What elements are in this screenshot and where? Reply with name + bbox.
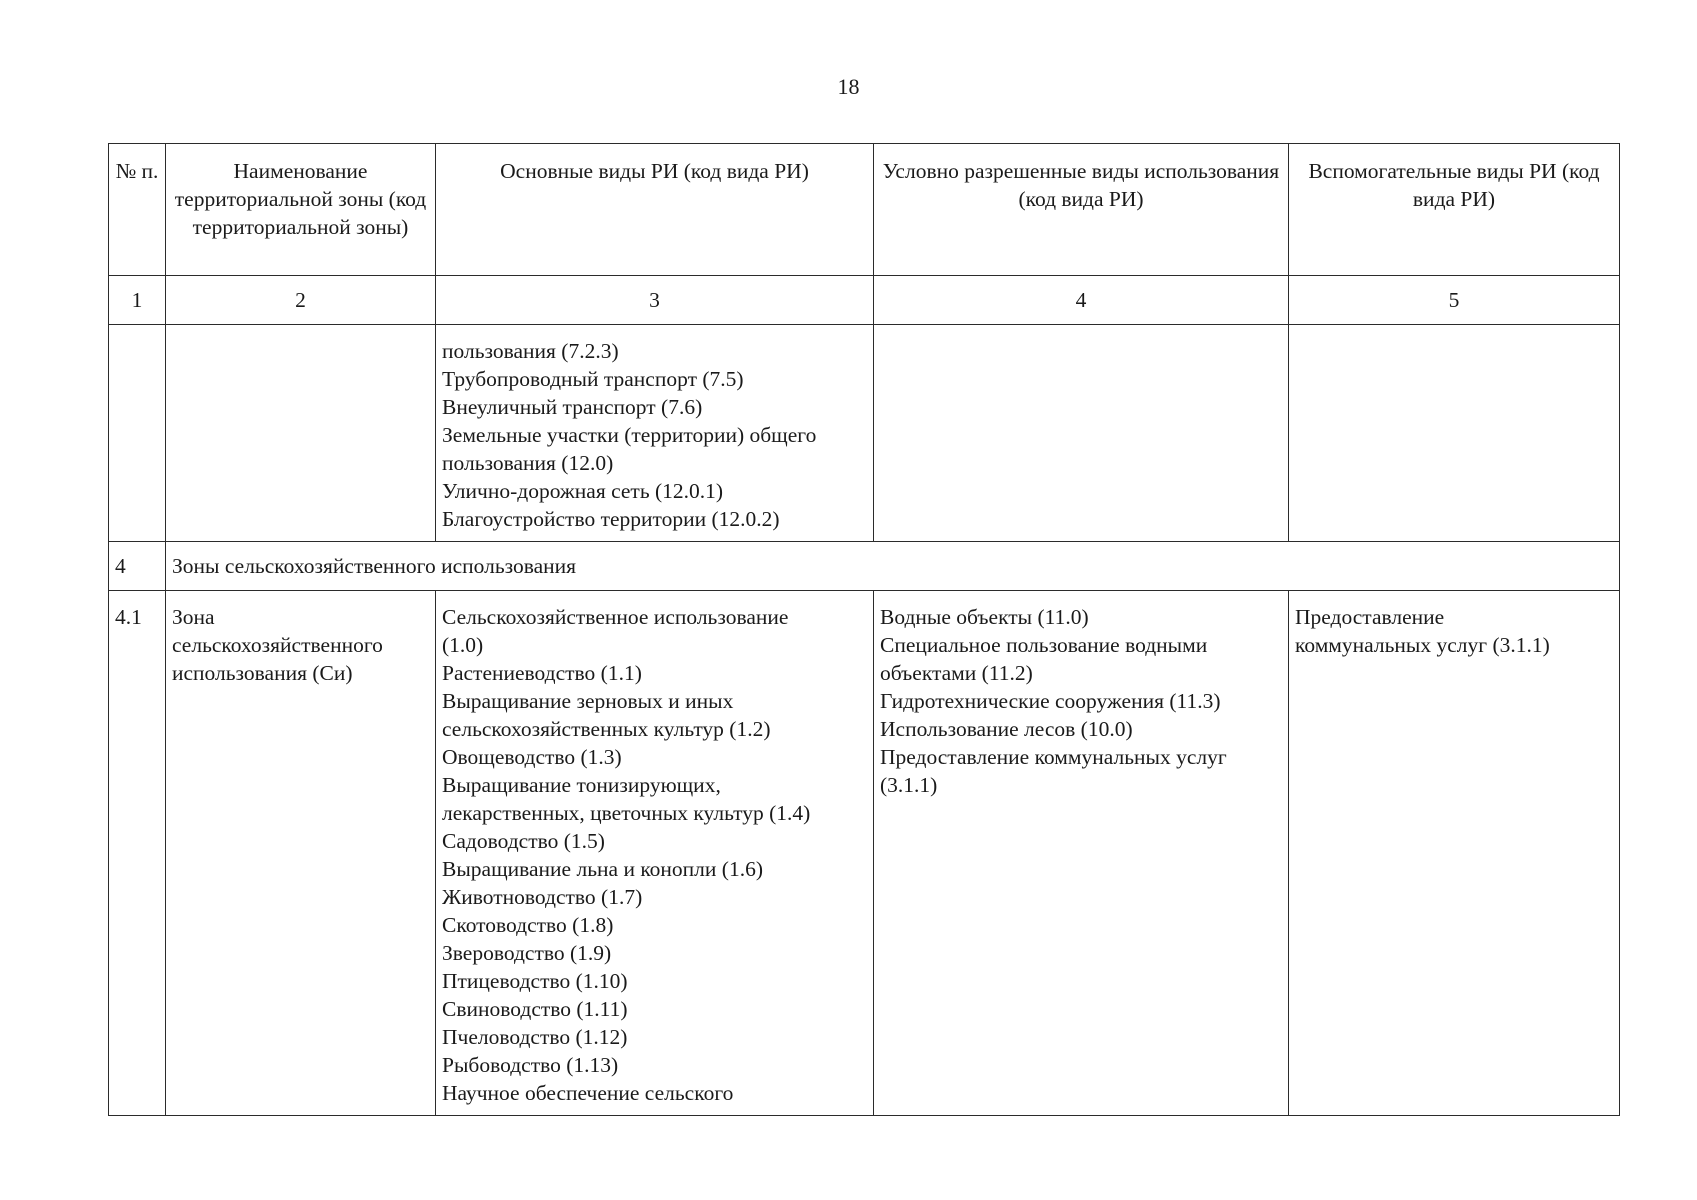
use-line: Предоставление bbox=[1295, 605, 1445, 629]
section-title: Зоны сельскохозяйственного использования bbox=[166, 542, 1620, 591]
use-line: (3.1.1) bbox=[880, 773, 938, 797]
use-line: Предоставление коммунальных услуг bbox=[880, 745, 1227, 769]
table-cell bbox=[166, 325, 436, 542]
use-line: Трубопроводный транспорт (7.5) bbox=[442, 367, 744, 391]
continuation-row bbox=[109, 325, 1620, 542]
page-number: 18 bbox=[837, 74, 860, 99]
header-main-uses: Основные виды РИ (код вида РИ) bbox=[436, 144, 874, 276]
use-line: Гидротехнические сооружения (11.3) bbox=[880, 689, 1221, 713]
column-number: 4 bbox=[874, 276, 1289, 325]
zone-name-text: Зона сельскохозяйственного использования (Си) bbox=[172, 605, 383, 685]
use-line: Земельные участки (территории) общего bbox=[442, 423, 817, 447]
use-line: Растениеводство (1.1) bbox=[442, 661, 642, 685]
header-auxiliary-uses: Вспомогательные виды РИ (код вида РИ) bbox=[1289, 144, 1620, 276]
use-line: Специальное пользование водными bbox=[880, 633, 1208, 657]
zone-row bbox=[109, 591, 1620, 1116]
use-line: Пчеловодство (1.12) bbox=[442, 1025, 628, 1049]
header-conditional-uses: Условно разрешенные виды использования (код вида РИ) bbox=[874, 144, 1289, 276]
use-line: Свиноводство (1.11) bbox=[442, 997, 628, 1021]
zone-name bbox=[166, 591, 436, 1116]
main-uses-cell bbox=[436, 591, 874, 1116]
conditional-uses-cell bbox=[874, 591, 1289, 1116]
use-line: Выращивание тонизирующих, bbox=[442, 773, 721, 797]
use-line: (1.0) bbox=[442, 633, 484, 657]
table-cell bbox=[109, 325, 166, 542]
header-number: № п. bbox=[109, 144, 166, 276]
section-row bbox=[109, 542, 1620, 591]
use-line: Звероводство (1.9) bbox=[442, 941, 612, 965]
use-line: Улично-дорожная сеть (12.0.1) bbox=[442, 479, 724, 503]
use-line: Скотоводство (1.8) bbox=[442, 913, 614, 937]
column-number: 1 bbox=[109, 276, 166, 325]
zone-number: 4.1 bbox=[109, 591, 166, 1116]
column-number: 5 bbox=[1289, 276, 1620, 325]
use-line: Сельскохозяйственное использование bbox=[442, 605, 789, 629]
use-line: Птицеводство (1.10) bbox=[442, 969, 628, 993]
use-line: объектами (11.2) bbox=[880, 661, 1033, 685]
use-line: пользования (12.0) bbox=[442, 451, 614, 475]
use-line: лекарственных, цветочных культур (1.4) bbox=[442, 801, 811, 825]
column-number-row bbox=[109, 276, 1620, 325]
column-number: 2 bbox=[166, 276, 436, 325]
table-cell bbox=[874, 325, 1289, 542]
column-number: 3 bbox=[436, 276, 874, 325]
use-line: Использование лесов (10.0) bbox=[880, 717, 1133, 741]
use-line: Выращивание зерновых и иных bbox=[442, 689, 734, 713]
table-cell bbox=[1289, 325, 1620, 542]
use-line: Благоустройство территории (12.0.2) bbox=[442, 507, 780, 531]
use-line: Выращивание льна и конопли (1.6) bbox=[442, 857, 763, 881]
use-line: Животноводство (1.7) bbox=[442, 885, 643, 909]
use-line: сельскохозяйственных культур (1.2) bbox=[442, 717, 771, 741]
use-line: Рыбоводство (1.13) bbox=[442, 1053, 619, 1077]
use-line: Внеуличный транспорт (7.6) bbox=[442, 395, 703, 419]
use-line: Научное обеспечение сельского bbox=[442, 1081, 734, 1105]
land-use-table bbox=[108, 143, 1620, 1116]
use-line: Овощеводство (1.3) bbox=[442, 745, 622, 769]
use-line: коммунальных услуг (3.1.1) bbox=[1295, 633, 1550, 657]
table-header-row bbox=[109, 144, 1620, 276]
use-line: Садоводство (1.5) bbox=[442, 829, 605, 853]
header-zone-name: Наименование территориальной зоны (код территориальной зоны) bbox=[166, 144, 436, 276]
use-line: пользования (7.2.3) bbox=[442, 339, 619, 363]
auxiliary-uses-cell bbox=[1289, 591, 1620, 1116]
use-line: Водные объекты (11.0) bbox=[880, 605, 1089, 629]
continuation-main-uses bbox=[436, 325, 874, 542]
section-number: 4 bbox=[109, 542, 166, 591]
